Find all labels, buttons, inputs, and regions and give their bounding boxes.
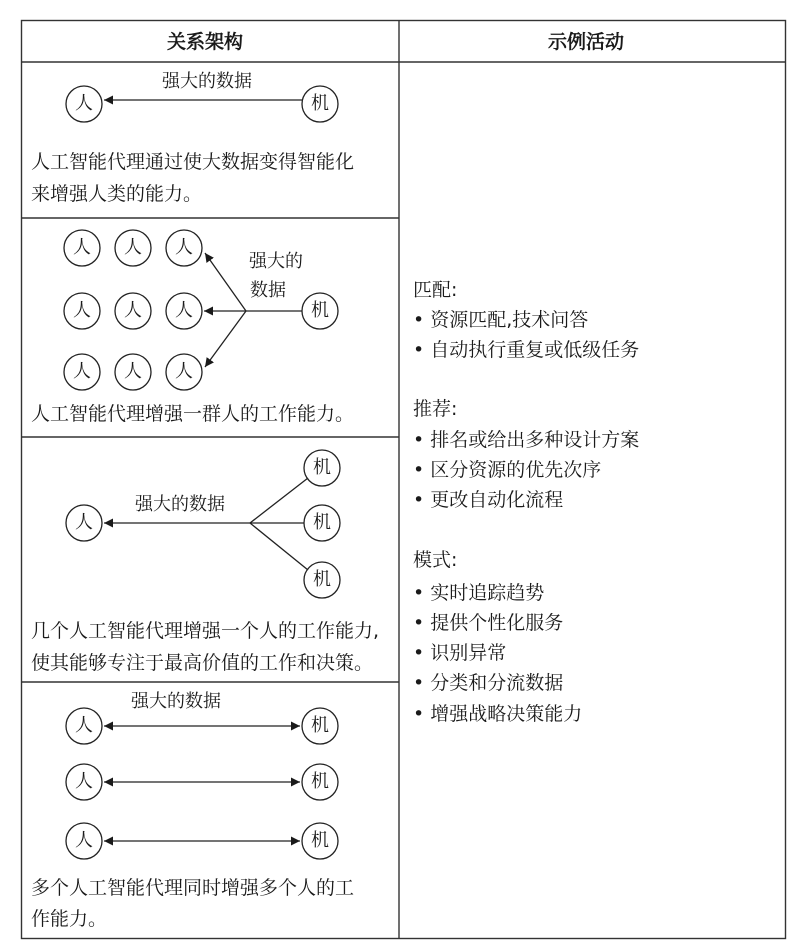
data-line bbox=[250, 523, 308, 570]
activity-item: • 提供个性化服务 bbox=[413, 612, 564, 634]
machine-node-label: 机 bbox=[313, 512, 331, 533]
row-caption: 人工智能代理增强一群人的工作能力。 bbox=[31, 403, 355, 425]
edge-label: 强大的数据 bbox=[131, 691, 221, 712]
human-node-label: 人 bbox=[73, 361, 91, 382]
edge-label: 强大的数据 bbox=[162, 71, 252, 92]
row-caption: 人工智能代理通过使大数据变得智能化 bbox=[31, 151, 355, 173]
row-caption: 作能力。 bbox=[31, 908, 108, 930]
human-node-label: 人 bbox=[175, 237, 193, 258]
human-node-label: 人 bbox=[124, 361, 142, 382]
data-line bbox=[250, 478, 308, 523]
activity-group-title: 匹配: bbox=[413, 279, 458, 301]
human-node-label: 人 bbox=[75, 830, 93, 851]
edge-label: 强大的数据 bbox=[135, 494, 225, 515]
activity-item: • 识别异常 bbox=[413, 642, 507, 664]
data-arrow bbox=[205, 311, 246, 367]
machine-node-label: 机 bbox=[313, 569, 331, 590]
activity-item: • 分类和分流数据 bbox=[413, 672, 564, 694]
human-node-label: 人 bbox=[75, 771, 93, 792]
human-node-label: 人 bbox=[75, 715, 93, 736]
activity-group-title: 推荐: bbox=[413, 398, 458, 420]
row-caption: 几个人工智能代理增强一个人的工作能力, bbox=[31, 620, 380, 642]
human-node-label: 人 bbox=[124, 237, 142, 258]
human-node-label: 人 bbox=[175, 300, 193, 321]
activity-item: • 更改自动化流程 bbox=[413, 489, 564, 511]
activity-item: • 资源匹配,技术问答 bbox=[413, 309, 589, 331]
machine-node-label: 机 bbox=[313, 457, 331, 478]
machine-node-label: 机 bbox=[311, 771, 329, 792]
human-node-label: 人 bbox=[73, 300, 91, 321]
activity-item: • 增强战略决策能力 bbox=[413, 703, 583, 725]
human-node-label: 人 bbox=[73, 237, 91, 258]
data-arrow bbox=[205, 253, 246, 311]
edge-label: 强大的 bbox=[249, 251, 303, 272]
edge-label: 数据 bbox=[250, 280, 286, 301]
human-node-label: 人 bbox=[75, 512, 93, 533]
machine-node-label: 机 bbox=[311, 830, 329, 851]
human-node-label: 人 bbox=[75, 93, 93, 114]
activity-item: • 自动执行重复或低级任务 bbox=[413, 339, 640, 361]
row-caption: 来增强人类的能力。 bbox=[31, 183, 203, 205]
column-header-architecture: 关系架构 bbox=[167, 31, 244, 53]
human-node-label: 人 bbox=[175, 361, 193, 382]
column-header-activities: 示例活动 bbox=[548, 31, 625, 53]
machine-node-label: 机 bbox=[311, 715, 329, 736]
machine-node-label: 机 bbox=[311, 93, 329, 114]
activity-item: • 排名或给出多种设计方案 bbox=[413, 429, 640, 451]
activity-item: • 实时追踪趋势 bbox=[413, 582, 545, 604]
activity-group-title: 模式: bbox=[413, 549, 458, 571]
machine-node-label: 机 bbox=[311, 300, 329, 321]
human-node-label: 人 bbox=[124, 300, 142, 321]
activity-item: • 区分资源的优先次序 bbox=[413, 459, 602, 481]
row-caption: 使其能够专注于最高价值的工作和决策。 bbox=[31, 652, 374, 674]
row-caption: 多个人工智能代理同时增强多个人的工 bbox=[31, 877, 355, 899]
